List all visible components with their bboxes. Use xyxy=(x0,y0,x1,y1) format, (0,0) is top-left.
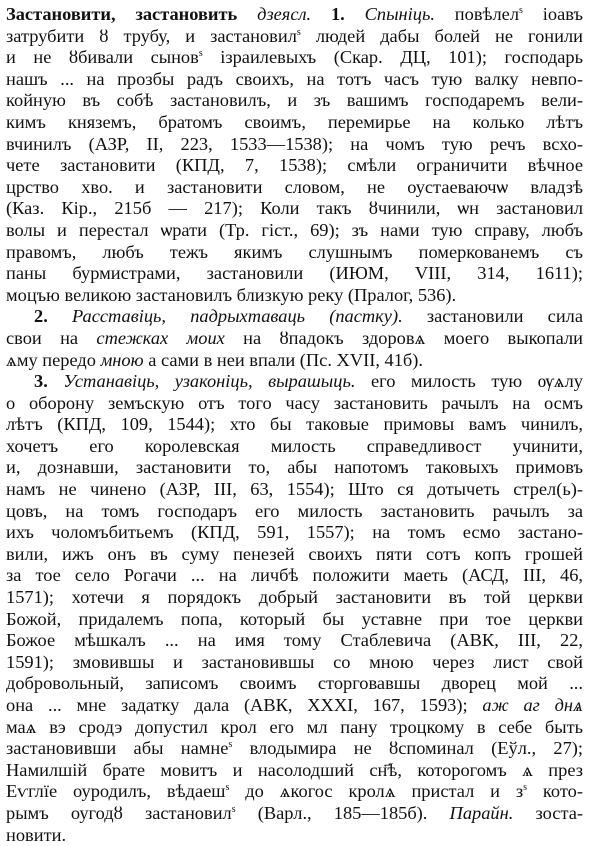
italic-text: аж аг днѧ xyxy=(482,695,583,715)
superscript-mark: s xyxy=(231,803,236,815)
bold-text: 1. xyxy=(330,4,345,24)
text-line xyxy=(6,781,583,803)
text-line xyxy=(6,155,583,177)
body-text: она ... мне задатку дала (АВК, XXXI, 167, 1593); xyxy=(6,695,483,715)
superscript-mark: s xyxy=(225,782,230,794)
body-text: 1591); змовившы и застановившы со мною через лист свой xyxy=(6,651,583,672)
body-text: и, дознавши, застановити то, абы напотомъ таковыхъ примовъ xyxy=(6,457,583,478)
text-line xyxy=(6,134,583,156)
body-text: волы и перестал ѡрати (Тр. гіст., 69); зъ нами тую справу, любъ xyxy=(6,219,583,240)
bold-text: 3. xyxy=(34,371,48,392)
body-text: іоавъ xyxy=(522,4,583,24)
text-line xyxy=(6,673,583,695)
body-text: цовъ, на томъ господаръ его милость застановить рачылъ за xyxy=(6,500,583,521)
body-text: маѧ вэ сродэ допустил крол его мл пану троцкому в себе быть xyxy=(6,716,583,737)
body-text: (Варл., 185—185б). xyxy=(235,802,450,823)
text-line xyxy=(6,220,583,242)
body-text: намъ не чинено (АЗР, III, 63, 1554); Што ся дотычеть стрел(ь)- xyxy=(6,479,583,500)
body-text: о оборону земъскую отъ того часу застановить рачылъ на осмъ xyxy=(6,392,583,413)
body-text: повѣлел xyxy=(434,4,520,24)
body-text xyxy=(48,371,64,391)
text-line xyxy=(6,436,583,458)
body-text xyxy=(345,4,365,24)
body-text: застановили сила xyxy=(402,306,583,327)
text-line xyxy=(6,328,583,350)
text-line xyxy=(6,350,583,372)
text-line xyxy=(6,198,583,220)
body-text: Божой, придалемъ попа, который бы уставне при тое церкви xyxy=(6,608,583,629)
italic-text: Спыніць. xyxy=(364,4,435,24)
text-line xyxy=(6,306,583,328)
body-text: хочетъ его королевская милость справедливост учинити, xyxy=(6,435,583,456)
body-text: кото- xyxy=(527,781,583,802)
body-text: моцъю великою застановилъ близкую реку (Пралог, 536). xyxy=(6,284,457,305)
body-text: (Каз. Кір., 215б — 217); Коли такъ ȣчинили, ѡн застановил xyxy=(6,198,583,219)
text-line xyxy=(6,652,583,674)
body-text: за тое село Рогачи ... на личбѣ положити маеть (АСД, III, 46, xyxy=(6,565,583,586)
text-line xyxy=(6,760,583,782)
text-line xyxy=(6,285,583,307)
text-line xyxy=(6,803,583,825)
text-line xyxy=(6,177,583,199)
text-line xyxy=(6,717,583,739)
body-text: Еѵглїе оуродилъ, вѣдаеш xyxy=(6,781,226,802)
body-text: влодымира не ȣспоминал (Еўл., 27); xyxy=(232,738,583,759)
text-line xyxy=(6,522,583,544)
text-line xyxy=(6,4,583,26)
italic-text: Расставіць, падрыхтаваць (пастку). xyxy=(72,306,403,327)
superscript-mark: s xyxy=(519,5,523,16)
body-text: свои на xyxy=(6,327,97,348)
text-line xyxy=(6,738,583,760)
text-line xyxy=(6,414,583,436)
body-text: добровольный, записомъ своимъ сторговавшы дворец мой ... xyxy=(6,673,583,694)
text-line xyxy=(6,565,583,587)
italic-text: дзеясл. xyxy=(257,4,312,24)
text-line xyxy=(6,501,583,523)
text-line xyxy=(6,112,583,134)
body-text xyxy=(311,4,331,24)
body-text: рымъ оугодȣ застановил xyxy=(6,802,232,823)
italic-text: стежках моих xyxy=(96,327,225,348)
text-line xyxy=(6,695,583,717)
bold-text: 2. xyxy=(34,306,48,327)
text-line xyxy=(6,609,583,631)
body-text: чете застановити (КПД, 7, 1538); смѣли ограничити вѣчное xyxy=(6,155,583,176)
body-text: ѧму передо xyxy=(6,349,101,370)
text-line xyxy=(6,479,583,501)
body-text: вили, ижъ онъ въ суму пенезей своихъ пяти сотъ копъ грошей xyxy=(6,543,583,564)
body-text: ізраилевыхъ (Скар. ДЦ, 101); господарь xyxy=(202,47,583,68)
body-text: кимъ княземъ, братомъ своимъ, перемирье на колько лѣтъ xyxy=(6,111,583,132)
text-line xyxy=(6,47,583,69)
text-line xyxy=(6,69,583,91)
text-line xyxy=(6,263,583,285)
dictionary-entry-zastanoviti xyxy=(6,4,583,846)
text-line xyxy=(6,825,583,846)
body-text: нашъ ... на прозбы радъ своихъ, на тотъ часъ тую валку невпо- xyxy=(6,68,583,89)
body-text: новити. xyxy=(6,824,67,845)
body-text: и не ȣбивали сынов xyxy=(6,47,199,68)
text-line xyxy=(6,371,583,393)
body-text: до ѧкогос кролѧ пристал и з xyxy=(229,781,524,802)
text-line xyxy=(6,544,583,566)
body-text: а сами в неи впали (Пс. XVII, 41б). xyxy=(143,349,424,370)
italic-text: Устанавіць, узаконіць, вырашыць. xyxy=(63,371,356,392)
body-text: ихъ чоломъбитьемъ (КПД, 591, 1557); на томъ есмо застано- xyxy=(6,522,583,543)
italic-text: Парайн. xyxy=(449,802,514,823)
body-text: вчинилъ (АЗР, II, 223, 1533—1538); на чомъ тую речъ всхо- xyxy=(6,133,583,154)
text-line xyxy=(6,26,583,48)
text-line xyxy=(6,630,583,652)
body-text: его милость тую ѹѧлу xyxy=(355,371,583,392)
text-line xyxy=(6,393,583,415)
body-text: 1571); хотечи я порядокъ добрый застановити въ той церкви xyxy=(6,587,583,608)
superscript-mark: s xyxy=(228,739,233,751)
text-line xyxy=(6,90,583,112)
body-text xyxy=(48,306,72,326)
body-text: застановивши абы намне xyxy=(6,738,229,759)
body-text xyxy=(237,4,257,24)
body-text: правомъ, любъ тежъ якимъ слушнымъ померкованемъ съ xyxy=(6,241,583,262)
body-text: лѣтъ (КПД, 109, 1544); хто бы таковые примовы вамъ чинилъ, xyxy=(6,414,583,435)
body-text: на ȣпадокъ здоровѧ моего выкопали xyxy=(224,327,583,348)
body-text: зоста- xyxy=(513,802,583,823)
text-line xyxy=(6,242,583,264)
superscript-mark: s xyxy=(523,782,528,794)
text-line xyxy=(6,587,583,609)
italic-text: мною xyxy=(100,349,144,370)
body-text: црство хво. и застановити словом, не оустаеваючѡ владзѣ xyxy=(6,176,583,197)
body-text: затрубити ȣ трубу, и застановил xyxy=(6,25,297,46)
text-line xyxy=(6,457,583,479)
body-text: Божое мѣшкалъ ... на имя тому Стаблевича (АВК, III, 22, xyxy=(6,630,583,651)
superscript-mark: s xyxy=(198,48,203,60)
body-text: Намилшій брате мовитъ и насолодший сн҃ѣ, которогомъ ѧ през xyxy=(6,759,583,780)
bold-text: Застановити, застановить xyxy=(6,4,238,24)
body-text: койную въ собѣ застановилъ, и зъ вашимъ господаремъ вели- xyxy=(6,90,583,111)
body-text: паны бурмистрами, застановили (ИЮМ, VIII, 314, 1611); xyxy=(6,263,583,284)
superscript-mark: s xyxy=(296,26,301,38)
body-text: людей дабы болей не гонили xyxy=(300,25,583,46)
